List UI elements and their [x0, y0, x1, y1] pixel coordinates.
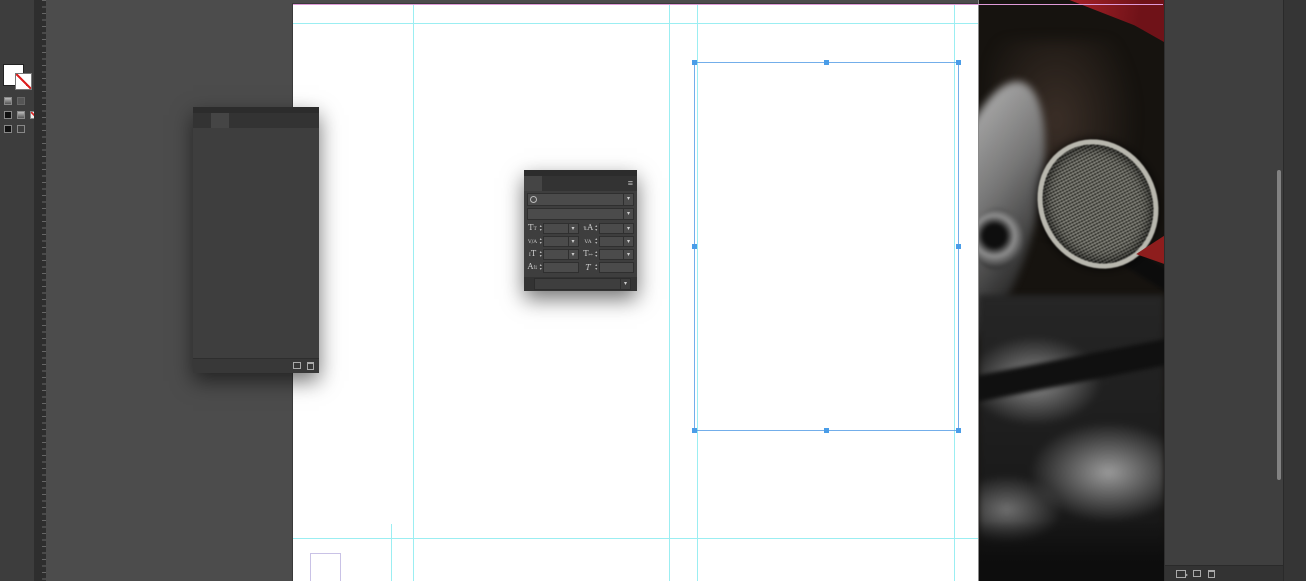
formatting-affects-row	[4, 97, 25, 105]
pages-scrollbar[interactable]	[1277, 170, 1281, 480]
font-style-field[interactable]	[527, 208, 634, 221]
layers-tabbar	[193, 113, 319, 128]
baseline-shift-control[interactable]	[527, 262, 579, 273]
horizontal-scale-control[interactable]	[583, 249, 635, 260]
character-panel	[524, 170, 637, 291]
chevron-down-icon[interactable]: ▾	[620, 279, 630, 289]
frame-handle[interactable]	[692, 428, 697, 433]
tab-layers[interactable]	[211, 113, 229, 128]
apply-color-row	[4, 111, 38, 119]
text-frame-left-column[interactable]	[411, 60, 669, 78]
stroke-none-swatch[interactable]	[15, 73, 32, 90]
formatting-container-icon[interactable]	[4, 97, 12, 105]
frame-handle[interactable]	[692, 60, 697, 65]
delete-layer-icon[interactable]	[307, 362, 314, 370]
stepper-icon[interactable]: ▲ ▼	[594, 237, 598, 245]
tools-grid	[0, 0, 34, 4]
character-tabbar	[524, 176, 637, 191]
margin-guide[interactable]	[293, 538, 978, 539]
chevron-down-icon[interactable]: ▾	[568, 224, 578, 233]
stepper-icon[interactable]: ▲ ▼	[539, 250, 543, 258]
skew-icon: T	[585, 262, 591, 272]
frame-handle[interactable]	[956, 60, 961, 65]
chevron-down-icon[interactable]: ▾	[623, 250, 633, 259]
column-guide[interactable]	[413, 4, 414, 581]
tab-links[interactable]	[193, 113, 211, 128]
panel-dock	[1283, 0, 1306, 581]
baseline-shift-icon: A⇅	[527, 262, 538, 271]
column-guide[interactable]	[669, 4, 670, 581]
photo-red-fairing	[1029, 0, 1164, 42]
font-size-control[interactable]	[527, 223, 579, 234]
selected-empty-frame[interactable]	[310, 553, 341, 581]
pages-panel	[1164, 0, 1283, 581]
fill-stroke-proxy[interactable]	[3, 64, 31, 92]
tools-panel	[0, 0, 35, 581]
screen-mode-row	[4, 125, 25, 133]
chevron-down-icon[interactable]: ▾	[568, 237, 578, 246]
horizontal-scale-icon: T↦	[583, 249, 593, 258]
stepper-icon[interactable]: ▲ ▼	[539, 237, 543, 245]
stepper-icon[interactable]: ▲ ▼	[594, 263, 598, 271]
stepper-icon[interactable]: ▲ ▼	[539, 224, 543, 232]
kerning-control[interactable]	[527, 236, 579, 247]
tab-character[interactable]	[524, 176, 542, 191]
font-search-icon	[530, 196, 537, 203]
font-size-icon: TT	[528, 223, 537, 232]
formatting-text-icon[interactable]	[17, 97, 25, 105]
spread-options-icon[interactable]	[1176, 570, 1186, 578]
apply-gradient-icon[interactable]	[17, 111, 25, 119]
stepper-icon[interactable]: ▲ ▼	[594, 224, 598, 232]
frame-handle[interactable]	[956, 244, 961, 249]
layers-rows	[193, 128, 319, 130]
delete-page-icon[interactable]	[1208, 570, 1215, 578]
margin-guide-pink	[293, 4, 1163, 5]
leading-icon: ⇅A	[583, 223, 593, 232]
pages-status-bar	[1165, 565, 1283, 581]
frame-handle[interactable]	[824, 428, 829, 433]
chevron-down-icon[interactable]: ▾	[623, 194, 633, 205]
guide[interactable]	[391, 524, 392, 581]
panel-menu-icon[interactable]	[311, 113, 319, 128]
stepper-icon[interactable]: ▲ ▼	[594, 250, 598, 258]
margin-guide[interactable]	[293, 23, 978, 24]
screen-mode-preview-icon[interactable]	[17, 125, 25, 133]
panel-menu-icon[interactable]: ≡	[627, 178, 633, 188]
vertical-scale-control[interactable]	[527, 249, 579, 260]
leading-control[interactable]	[583, 223, 635, 234]
chevron-down-icon[interactable]: ▾	[623, 224, 633, 233]
screen-mode-normal-icon[interactable]	[4, 125, 12, 133]
vertical-scale-icon: IT	[528, 249, 537, 258]
frame-handle[interactable]	[824, 60, 829, 65]
selected-text-frame-outline[interactable]	[694, 62, 959, 431]
frame-handle[interactable]	[692, 244, 697, 249]
stepper-icon[interactable]: ▲ ▼	[539, 263, 543, 271]
new-page-icon[interactable]	[1193, 570, 1201, 577]
language-field[interactable]	[534, 278, 631, 290]
language-row	[524, 277, 637, 291]
photo-shadow	[979, 521, 1164, 581]
new-layer-icon[interactable]	[293, 362, 301, 369]
chevron-down-icon[interactable]: ▾	[623, 209, 633, 220]
font-family-field[interactable]	[527, 193, 634, 206]
frame-handle[interactable]	[956, 428, 961, 433]
kerning-icon: V∕A	[528, 239, 537, 245]
apply-color-icon[interactable]	[4, 111, 12, 119]
skew-control[interactable]	[583, 262, 635, 273]
tracking-control[interactable]	[583, 236, 635, 247]
chevron-down-icon[interactable]: ▾	[568, 250, 578, 259]
motorcycle-photo[interactable]	[978, 0, 1164, 581]
layers-panel	[193, 107, 319, 373]
layers-status-bar	[193, 358, 319, 373]
tracking-icon: VA	[584, 239, 592, 245]
chevron-down-icon[interactable]: ▾	[623, 237, 633, 246]
